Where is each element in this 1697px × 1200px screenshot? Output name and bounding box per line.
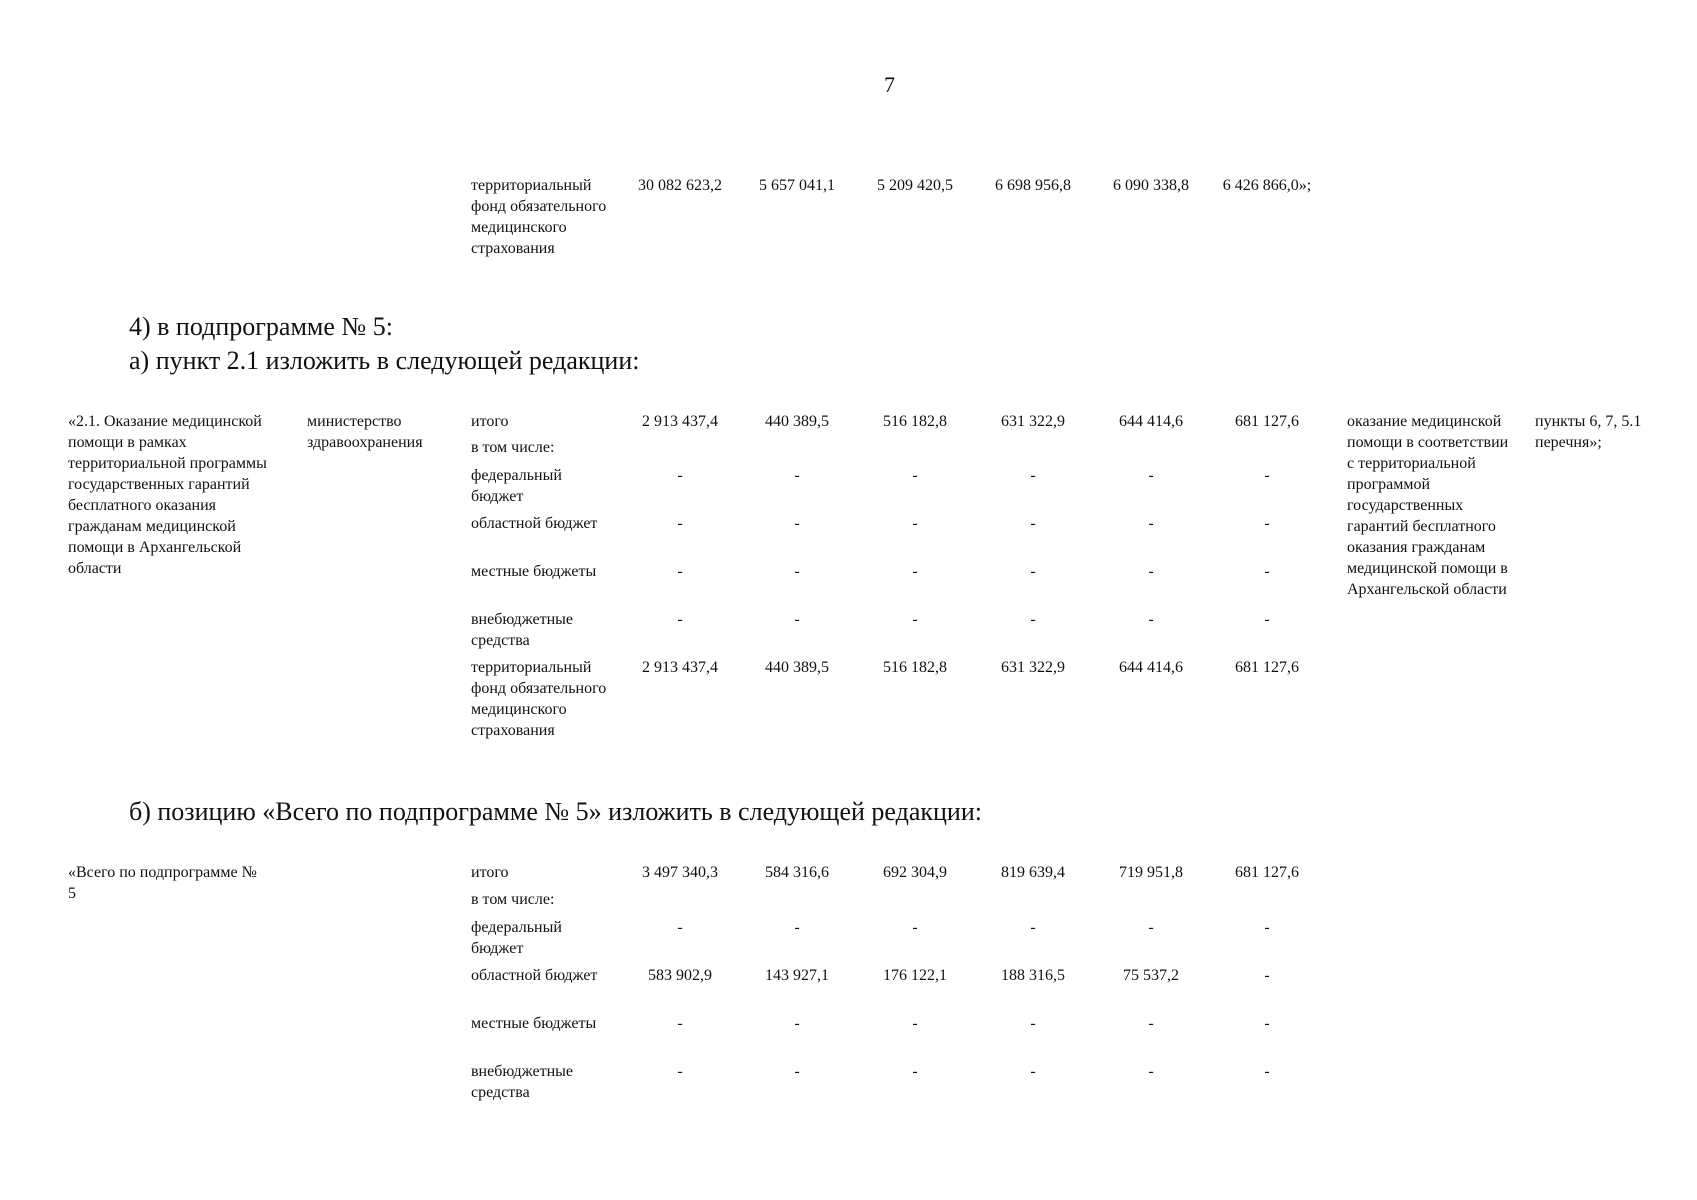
value-cell: 631 322,9: [1001, 413, 1065, 430]
value-cell: -: [1148, 919, 1154, 936]
row-label: территориальный фонд обязательного медицинского страхования: [471, 659, 607, 739]
row-label: областной бюджет: [471, 967, 598, 984]
executor: министерство здравоохранения: [307, 413, 423, 451]
value-cell: -: [794, 563, 800, 580]
value-cell: -: [677, 467, 683, 484]
row-label: местные бюджеты: [471, 1015, 597, 1032]
row-label: итого: [471, 413, 509, 430]
value-cell: 681 127,6: [1235, 659, 1299, 676]
row-label: территориальный фонд обязательного медицинского страхования: [471, 177, 607, 257]
value-cell: 644 414,6: [1119, 659, 1183, 676]
value-cell: -: [912, 919, 918, 936]
value-cell: 6 698 956,8: [995, 177, 1071, 194]
value-cell: -: [1264, 1063, 1270, 1080]
value-cell: -: [1264, 919, 1270, 936]
value-cell: -: [1264, 1015, 1270, 1032]
row-label: областной бюджет: [471, 515, 598, 532]
value-cell: 681 127,6: [1235, 413, 1299, 430]
value-cell: -: [677, 611, 683, 628]
value-cell: -: [1148, 515, 1154, 532]
value-cell: 440 389,5: [765, 413, 829, 430]
value-cell: -: [794, 1063, 800, 1080]
value-cell: 681 127,6: [1235, 864, 1299, 881]
value-cell: -: [794, 515, 800, 532]
value-cell: 143 927,1: [765, 967, 829, 984]
value-cell: -: [794, 919, 800, 936]
value-cell: 188 316,5: [1001, 967, 1065, 984]
reference: пункты 6, 7, 5.1 перечня»;: [1535, 413, 1642, 451]
value-cell: 516 182,8: [883, 659, 947, 676]
value-cell: 6 090 338,8: [1113, 177, 1189, 194]
value-cell: -: [1030, 1015, 1036, 1032]
value-cell: 5 657 041,1: [759, 177, 835, 194]
value-cell: 75 537,2: [1123, 967, 1179, 984]
value-cell: 819 639,4: [1001, 864, 1065, 881]
expected-result: оказание медицинской помощи в соответствии с территориальной программой государственных гарантий бесплатного оказания гражданам медицинской помощи в Архангельской области: [1347, 413, 1509, 598]
value-cell: -: [1148, 611, 1154, 628]
row-label: внебюджетные средства: [471, 1063, 573, 1101]
value-cell: -: [794, 467, 800, 484]
value-cell: -: [1264, 611, 1270, 628]
total-name: «Всего по подпрограмме № 5: [68, 864, 257, 902]
value-cell: -: [677, 515, 683, 532]
value-cell: 583 902,9: [648, 967, 712, 984]
value-cell: -: [912, 563, 918, 580]
row-label: федеральный бюджет: [471, 919, 562, 957]
heading-item-b: б) позицию «Всего по подпрограмме № 5» изложить в следующей редакции:: [129, 797, 982, 826]
row-label: федеральный бюджет: [471, 467, 562, 505]
value-cell: -: [1148, 1063, 1154, 1080]
value-cell: 30 082 623,2: [638, 177, 722, 194]
value-cell: 176 122,1: [883, 967, 947, 984]
value-cell: 644 414,6: [1119, 413, 1183, 430]
row-label: в том числе:: [471, 439, 555, 456]
value-cell: 631 322,9: [1001, 659, 1065, 676]
value-cell: -: [677, 1015, 683, 1032]
row-label: внебюджетные средства: [471, 611, 573, 649]
value-cell: -: [1264, 515, 1270, 532]
value-cell: -: [1030, 563, 1036, 580]
value-cell: -: [677, 1063, 683, 1080]
value-cell: -: [794, 1015, 800, 1032]
value-cell: 5 209 420,5: [877, 177, 953, 194]
measure-name: «2.1. Оказание медицинской помощи в рамках территориальной программы государственных гарантий бесплатного оказания гражданам медицинской помощи в Архангельской области: [68, 413, 267, 577]
value-cell: -: [1030, 919, 1036, 936]
value-cell: -: [1030, 467, 1036, 484]
heading-item-a: а) пункт 2.1 изложить в следующей редакции:: [129, 346, 640, 375]
value-cell: -: [1148, 1015, 1154, 1032]
value-cell: -: [677, 919, 683, 936]
value-cell: 440 389,5: [765, 659, 829, 676]
value-cell: -: [912, 467, 918, 484]
value-cell: -: [1030, 515, 1036, 532]
value-cell: 584 316,6: [765, 864, 829, 881]
value-cell: -: [1148, 563, 1154, 580]
value-cell: -: [677, 563, 683, 580]
value-cell: 516 182,8: [883, 413, 947, 430]
value-cell: 2 913 437,4: [642, 413, 718, 430]
page-number: 7: [884, 72, 895, 97]
value-cell: -: [1264, 467, 1270, 484]
value-cell: -: [1264, 563, 1270, 580]
value-cell: -: [1030, 611, 1036, 628]
value-cell: -: [794, 611, 800, 628]
value-cell: 6 426 866,0»;: [1222, 177, 1312, 194]
value-cell: -: [912, 1015, 918, 1032]
value-cell: 692 304,9: [883, 864, 947, 881]
value-cell: 3 497 340,3: [642, 864, 718, 881]
heading-subprogram-5: 4) в подпрограмме № 5:: [129, 312, 393, 341]
value-cell: 719 951,8: [1119, 864, 1183, 881]
value-cell: -: [1264, 967, 1270, 984]
value-cell: -: [912, 611, 918, 628]
value-cell: -: [1148, 467, 1154, 484]
row-label: местные бюджеты: [471, 563, 597, 580]
row-label: в том числе:: [471, 891, 555, 908]
value-cell: 2 913 437,4: [642, 659, 718, 676]
row-label: итого: [471, 864, 509, 881]
value-cell: -: [1030, 1063, 1036, 1080]
value-cell: -: [912, 1063, 918, 1080]
value-cell: -: [912, 515, 918, 532]
